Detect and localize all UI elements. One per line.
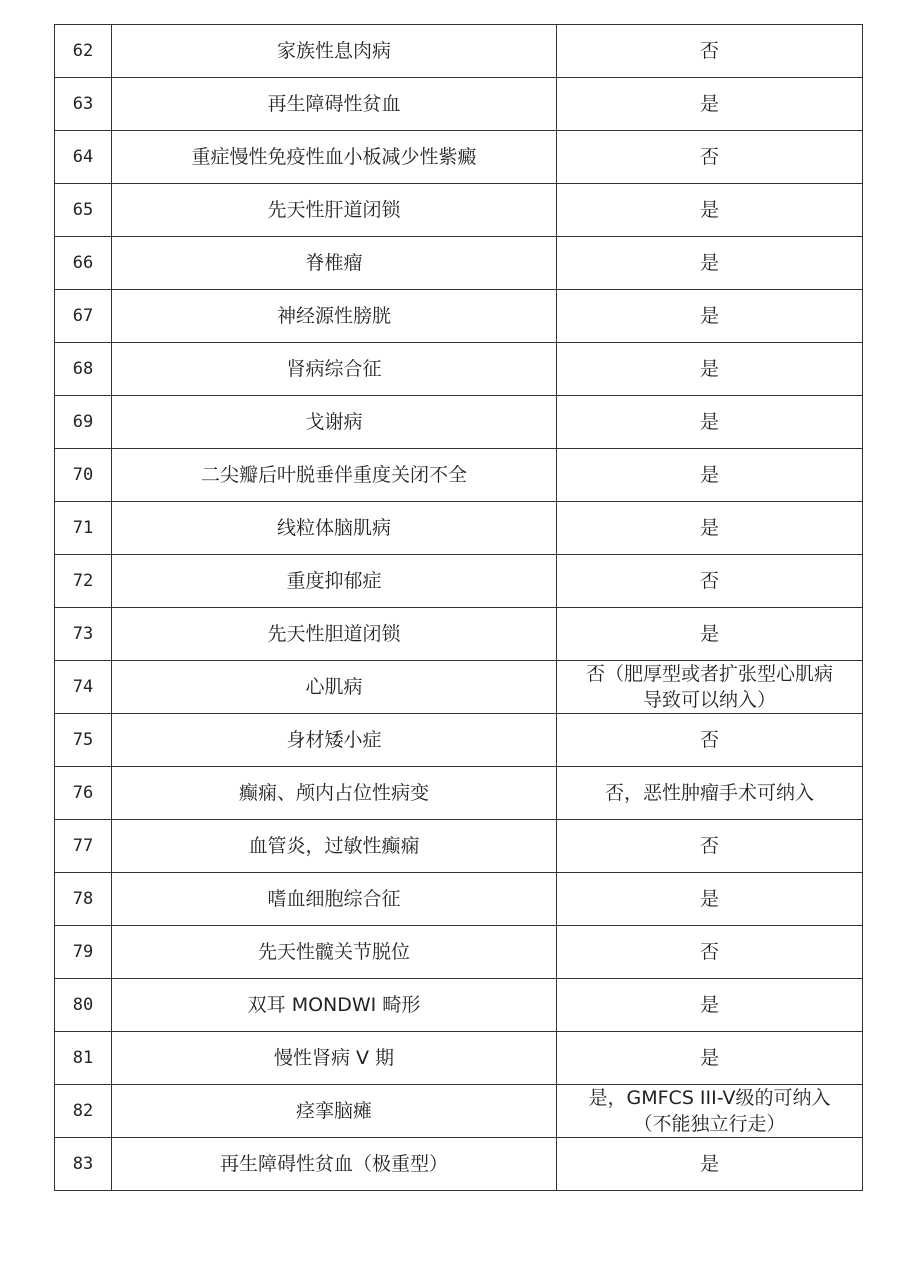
row-number-cell: 65 xyxy=(55,184,112,237)
disease-name-cell: 心肌病 xyxy=(112,661,557,714)
disease-name-cell: 肾病综合征 xyxy=(112,343,557,396)
eligibility-status-cell: 是 xyxy=(557,1138,863,1191)
row-number-cell: 63 xyxy=(55,78,112,131)
eligibility-status-cell: 是 xyxy=(557,502,863,555)
eligibility-status-cell: 是 xyxy=(557,343,863,396)
disease-name-cell: 血管炎，过敏性癫痫 xyxy=(112,820,557,873)
disease-name-cell: 癫痫、颅内占位性病变 xyxy=(112,767,557,820)
eligibility-status-cell: 是，GMFCS III-V级的可纳入 （不能独立行走） xyxy=(557,1085,863,1138)
row-number-cell: 82 xyxy=(55,1085,112,1138)
row-number-cell: 71 xyxy=(55,502,112,555)
table-row xyxy=(55,1032,863,1085)
disease-name-cell: 神经源性膀胱 xyxy=(112,290,557,343)
disease-name-cell: 重症慢性免疫性血小板减少性紫癜 xyxy=(112,131,557,184)
row-number-cell: 73 xyxy=(55,608,112,661)
eligibility-status-cell: 是 xyxy=(557,290,863,343)
row-number-cell: 80 xyxy=(55,979,112,1032)
disease-name-cell: 线粒体脑肌病 xyxy=(112,502,557,555)
eligibility-status-cell: 否（肥厚型或者扩张型心肌病 导致可以纳入） xyxy=(557,661,863,714)
table-row xyxy=(55,184,863,237)
eligibility-status-cell: 否 xyxy=(557,131,863,184)
row-number-cell: 70 xyxy=(55,449,112,502)
row-number-cell: 68 xyxy=(55,343,112,396)
disease-name-cell: 身材矮小症 xyxy=(112,714,557,767)
table-row xyxy=(55,661,863,714)
eligibility-status-cell: 否 xyxy=(557,926,863,979)
row-number-cell: 75 xyxy=(55,714,112,767)
eligibility-status-cell: 是 xyxy=(557,449,863,502)
disease-name-cell: 先天性髋关节脱位 xyxy=(112,926,557,979)
disease-name-cell: 戈谢病 xyxy=(112,396,557,449)
disease-name-cell: 慢性肾病 V 期 xyxy=(112,1032,557,1085)
disease-name-cell: 先天性胆道闭锁 xyxy=(112,608,557,661)
eligibility-status-cell: 是 xyxy=(557,78,863,131)
row-number-cell: 66 xyxy=(55,237,112,290)
disease-name-cell: 二尖瓣后叶脱垂伴重度关闭不全 xyxy=(112,449,557,502)
row-number-cell: 74 xyxy=(55,661,112,714)
table-row xyxy=(55,820,863,873)
table-row xyxy=(55,237,863,290)
row-number-cell: 76 xyxy=(55,767,112,820)
eligibility-status-cell: 否，恶性肿瘤手术可纳入 xyxy=(557,767,863,820)
disease-name-cell: 家族性息肉病 xyxy=(112,25,557,78)
eligibility-status-cell: 否 xyxy=(557,820,863,873)
eligibility-status-cell: 是 xyxy=(557,237,863,290)
table-row xyxy=(55,979,863,1032)
eligibility-status-cell: 否 xyxy=(557,714,863,767)
table-row xyxy=(55,449,863,502)
disease-name-cell: 嗜血细胞综合征 xyxy=(112,873,557,926)
row-number-cell: 69 xyxy=(55,396,112,449)
table-row xyxy=(55,608,863,661)
table-row xyxy=(55,78,863,131)
table-row xyxy=(55,131,863,184)
disease-name-cell: 再生障碍性贫血 xyxy=(112,78,557,131)
disease-name-cell: 重度抑郁症 xyxy=(112,555,557,608)
table-row xyxy=(55,767,863,820)
disease-name-cell: 痉挛脑瘫 xyxy=(112,1085,557,1138)
eligibility-status-cell: 是 xyxy=(557,979,863,1032)
row-number-cell: 79 xyxy=(55,926,112,979)
disease-name-cell: 脊椎瘤 xyxy=(112,237,557,290)
disease-name-cell: 先天性肝道闭锁 xyxy=(112,184,557,237)
eligibility-status-cell: 否 xyxy=(557,25,863,78)
disease-table xyxy=(54,24,863,1191)
row-number-cell: 83 xyxy=(55,1138,112,1191)
row-number-cell: 81 xyxy=(55,1032,112,1085)
table-row xyxy=(55,343,863,396)
table-row xyxy=(55,396,863,449)
row-number-cell: 62 xyxy=(55,25,112,78)
row-number-cell: 67 xyxy=(55,290,112,343)
row-number-cell: 72 xyxy=(55,555,112,608)
eligibility-status-cell: 否 xyxy=(557,555,863,608)
table-row xyxy=(55,502,863,555)
eligibility-status-cell: 是 xyxy=(557,1032,863,1085)
disease-name-cell: 再生障碍性贫血（极重型） xyxy=(112,1138,557,1191)
table-row xyxy=(55,873,863,926)
table-row xyxy=(55,926,863,979)
table-row xyxy=(55,25,863,78)
eligibility-status-cell: 是 xyxy=(557,184,863,237)
disease-table-body xyxy=(55,25,863,1191)
eligibility-status-cell: 是 xyxy=(557,873,863,926)
disease-name-cell: 双耳 MONDWI 畸形 xyxy=(112,979,557,1032)
table-row xyxy=(55,1085,863,1138)
table-row xyxy=(55,1138,863,1191)
eligibility-status-cell: 是 xyxy=(557,396,863,449)
table-row xyxy=(55,714,863,767)
row-number-cell: 78 xyxy=(55,873,112,926)
table-row xyxy=(55,555,863,608)
eligibility-status-cell: 是 xyxy=(557,608,863,661)
row-number-cell: 77 xyxy=(55,820,112,873)
row-number-cell: 64 xyxy=(55,131,112,184)
table-row xyxy=(55,290,863,343)
